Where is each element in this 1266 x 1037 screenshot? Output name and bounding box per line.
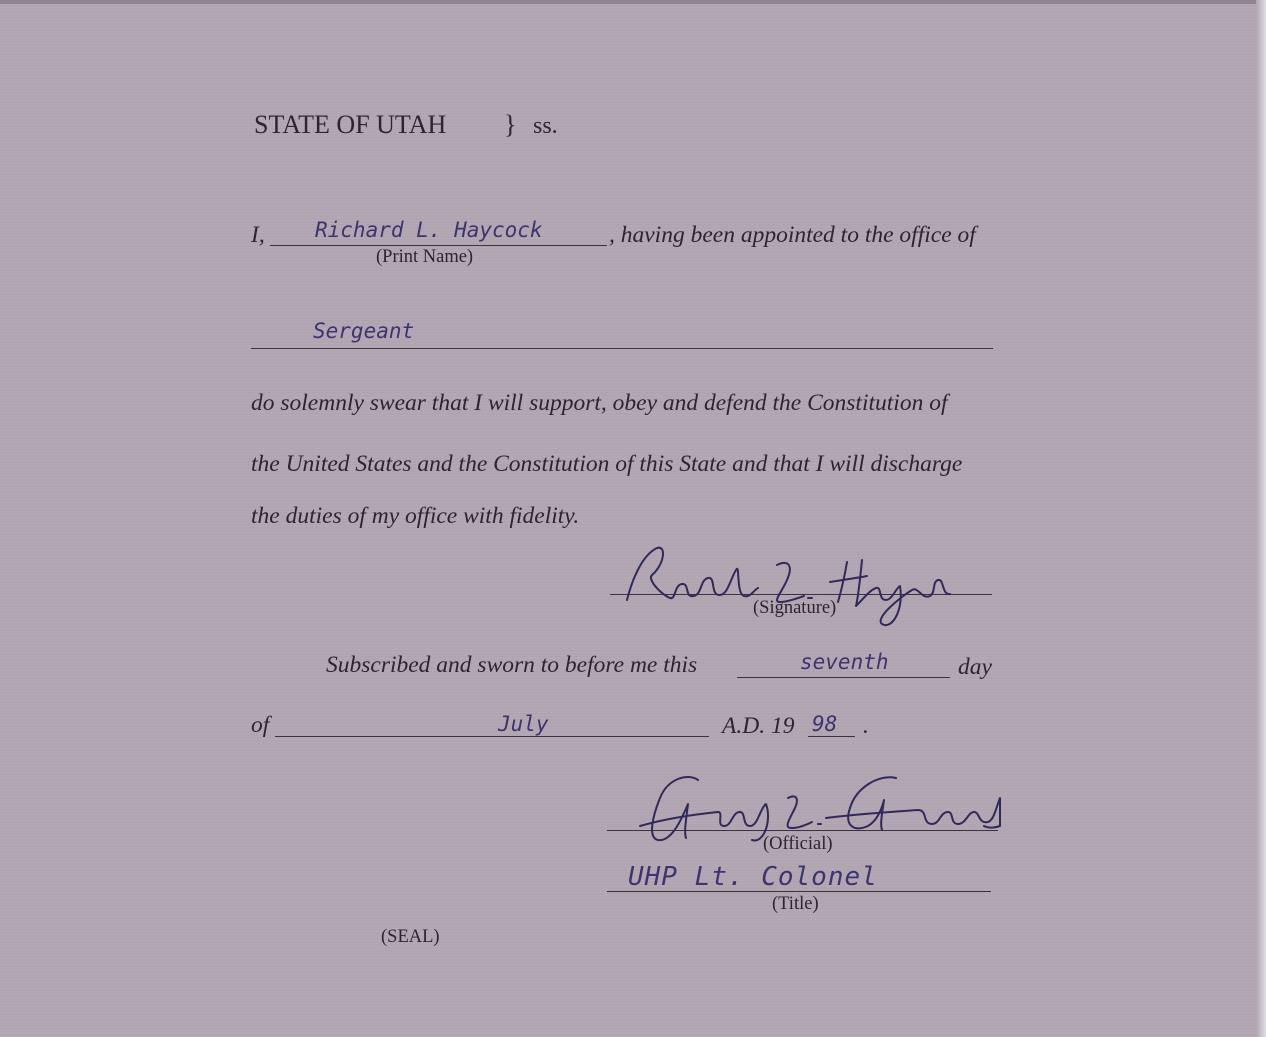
title-caption: (Title) [772, 894, 819, 914]
header-brace: } [504, 110, 517, 139]
subscribed-text: Subscribed and sworn to before me this [326, 652, 698, 678]
title-value: UHP Lt. Colonel [628, 862, 878, 892]
official-caption: (Official) [763, 834, 833, 854]
oath-line-2: the United States and the Constitution of this State and that I will discharge [251, 451, 963, 477]
month-line [275, 736, 709, 737]
state-heading: STATE OF UTAH [254, 110, 447, 139]
signature-caption: (Signature) [753, 598, 837, 618]
scan-top-edge [0, 0, 1266, 4]
year-line [808, 736, 855, 737]
oath-line-3: the duties of my office with fidelity. [251, 503, 580, 529]
print-name-value: Richard L. Haycock [315, 218, 543, 242]
header-ss: ss. [533, 113, 558, 139]
scan-right-edge [1256, 0, 1266, 1037]
oath-prefix: I, [251, 222, 265, 248]
print-name-line [270, 245, 607, 246]
date-period: . [863, 713, 869, 739]
print-name-caption: (Print Name) [376, 247, 474, 267]
office-line [251, 348, 993, 349]
day-label: day [958, 654, 992, 680]
appointed-text: , having been appointed to the office of [609, 222, 976, 248]
oath-line-1: do solemnly swear that I will support, obey and defend the Constitution of [251, 390, 948, 416]
ad-label: A.D. 19 [722, 713, 795, 739]
seal-label: (SEAL) [381, 927, 440, 947]
year-value: 98 [812, 712, 838, 736]
of-label: of [251, 712, 270, 738]
office-value: Sergeant [313, 319, 415, 343]
month-value: July [498, 712, 549, 736]
day-line [737, 677, 950, 678]
day-value: seventh [800, 650, 889, 674]
